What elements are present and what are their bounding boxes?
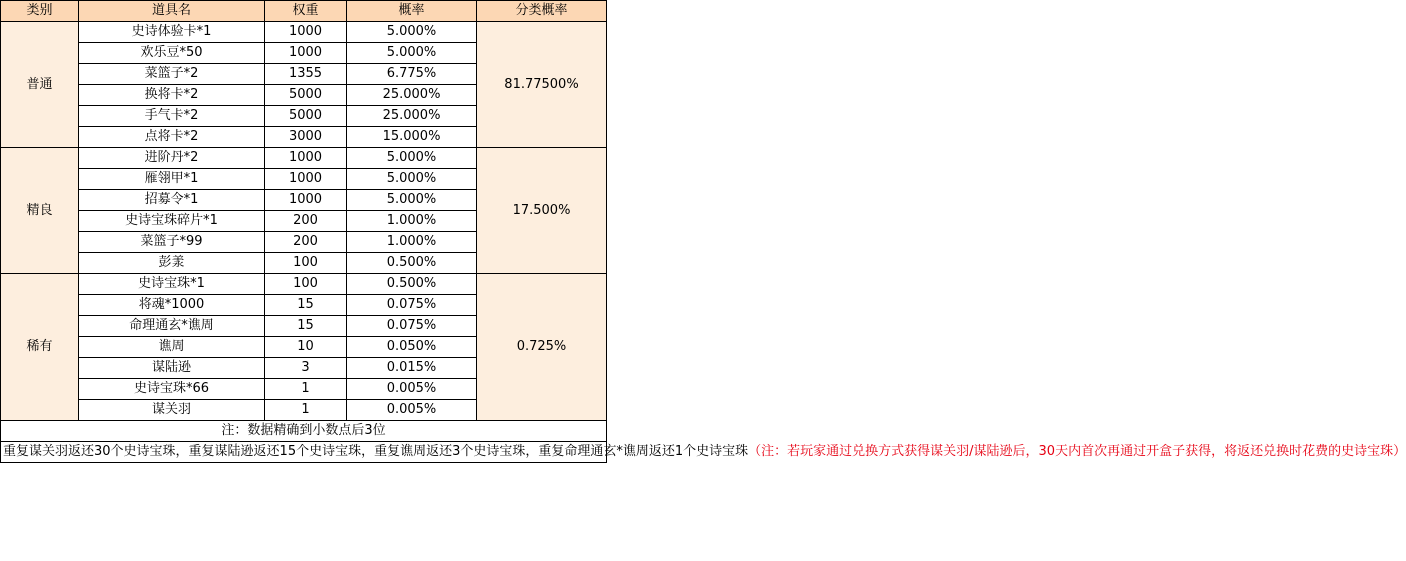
item-name-cell: 菜篮子*99 [79,232,265,253]
category-cell: 稀有 [1,274,79,421]
table-row [1,22,607,43]
item-name-cell: 史诗宝珠*1 [79,274,265,295]
probability-cell: 0.005% [347,379,477,400]
item-name-cell: 点将卡*2 [79,127,265,148]
remark-cell [1,442,1406,463]
weight-cell: 200 [265,232,347,253]
item-name-cell: 菜篮子*2 [79,64,265,85]
category-cell: 普通 [1,22,79,148]
item-name-cell: 将魂*1000 [79,295,265,316]
probability-cell: 0.050% [347,337,477,358]
weight-cell: 3000 [265,127,347,148]
probability-cell: 6.775% [347,64,477,85]
probability-cell: 5.000% [347,169,477,190]
weight-cell: 10 [265,337,347,358]
probability-cell: 25.000% [347,106,477,127]
probability-cell: 5.000% [347,22,477,43]
table-row [1,148,607,169]
weight-cell: 1000 [265,169,347,190]
remark-text: 重复谋关羽返还30个史诗宝珠，重复谋陆逊返还15个史诗宝珠，重复谯周返还3个史诗宝珠，重复命理通玄*谯周返还1个史诗宝珠 [3,444,749,459]
probability-cell: 1.000% [347,211,477,232]
item-name-cell: 命理通玄*谯周 [79,316,265,337]
item-name-cell: 欢乐豆*50 [79,43,265,64]
probability-cell: 5.000% [347,148,477,169]
weight-cell: 15 [265,316,347,337]
category-probability-cell: 0.725% [477,274,607,421]
item-name-cell: 彭羕 [79,253,265,274]
item-name-cell: 谋陆逊 [79,358,265,379]
header-item-name: 道具名 [79,1,265,22]
header-category: 类别 [1,1,79,22]
item-name-cell: 手气卡*2 [79,106,265,127]
item-name-cell: 换将卡*2 [79,85,265,106]
probability-cell: 15.000% [347,127,477,148]
header-weight: 权重 [265,1,347,22]
header-probability: 概率 [347,1,477,22]
probability-cell: 0.500% [347,274,477,295]
probability-cell: 0.075% [347,295,477,316]
weight-cell: 1000 [265,43,347,64]
weight-cell: 1355 [265,64,347,85]
note-row [1,421,607,442]
category-probability-cell: 17.500% [477,148,607,274]
item-name-cell: 史诗体验卡*1 [79,22,265,43]
category-cell: 精良 [1,148,79,274]
table-row [1,274,607,295]
weight-cell: 100 [265,253,347,274]
header-row [1,1,607,22]
probability-cell: 1.000% [347,232,477,253]
probability-cell: 0.005% [347,400,477,421]
weight-cell: 200 [265,211,347,232]
remark-row [1,442,607,463]
weight-cell: 5000 [265,106,347,127]
weight-cell: 1000 [265,190,347,211]
weight-cell: 1000 [265,22,347,43]
weight-cell: 1 [265,379,347,400]
probability-cell: 5.000% [347,43,477,64]
remark-red-text: （注：若玩家通过兑换方式获得谋关羽/谋陆逊后，30天内首次再通过开盒子获得，将返还兑换时花费的史诗宝珠） [748,444,1406,459]
probability-cell: 0.500% [347,253,477,274]
probability-cell: 25.000% [347,85,477,106]
weight-cell: 100 [265,274,347,295]
probability-cell: 5.000% [347,190,477,211]
item-name-cell: 招募令*1 [79,190,265,211]
weight-cell: 1 [265,400,347,421]
table-body [1,22,607,421]
probability-cell: 0.075% [347,316,477,337]
item-name-cell: 谋关羽 [79,400,265,421]
weight-cell: 1000 [265,148,347,169]
category-probability-cell: 81.77500% [477,22,607,148]
item-name-cell: 进阶丹*2 [79,148,265,169]
probability-cell: 0.015% [347,358,477,379]
weight-cell: 5000 [265,85,347,106]
item-name-cell: 雁翎甲*1 [79,169,265,190]
item-name-cell: 史诗宝珠*66 [79,379,265,400]
precision-note: 注：数据精确到小数点后3位 [1,421,607,442]
item-name-cell: 谯周 [79,337,265,358]
weight-cell: 15 [265,295,347,316]
weight-cell: 3 [265,358,347,379]
header-category-probability: 分类概率 [477,1,607,22]
item-name-cell: 史诗宝珠碎片*1 [79,211,265,232]
